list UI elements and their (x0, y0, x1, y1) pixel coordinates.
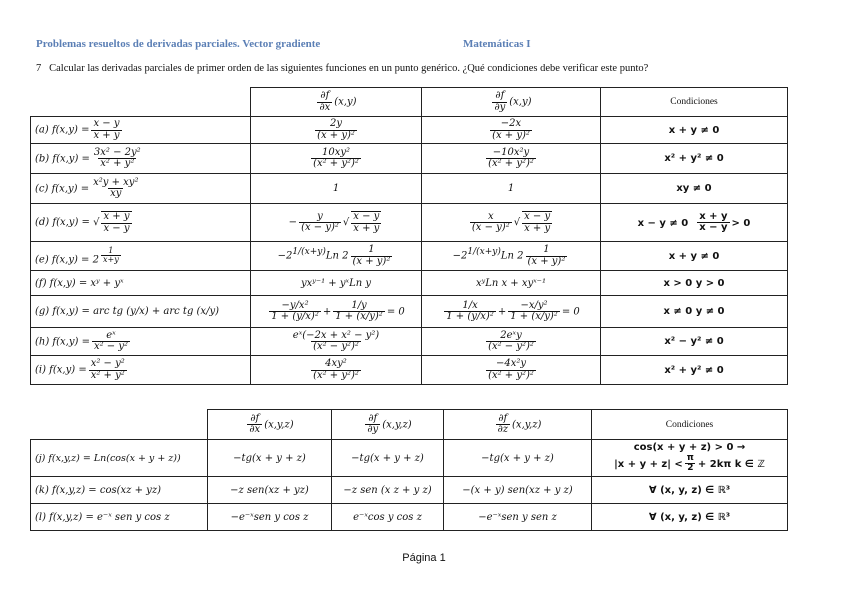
function-c: (c) f(x,y) = $\frac{\text{x²y + xy²}}{xy}$ (31, 174, 251, 204)
dy-k: −z sen (x z + y z) (332, 477, 444, 504)
dx-h: $\frac{\text{eˣ(−2x + x² − y²)}}{\text{(x² − y²)²}}$ (251, 328, 422, 356)
dx-a: $\frac{2y}{\text{(x + y)²}}$ (251, 117, 422, 144)
dz-l: −e⁻ˣsen y sen z (444, 504, 592, 531)
table-row (31, 144, 788, 174)
dz-j: −tg(x + y + z) (444, 440, 592, 477)
function-f: (f) f(x,y) = xʸ + yˣ (31, 271, 251, 296)
dy-b: $\frac{\text{−10x²y}}{\text{(x² + y²)²}}$ (422, 144, 601, 174)
dx-f: yxʸ⁻¹ + yˣLn y (251, 271, 422, 296)
table-row (31, 296, 788, 328)
dy-i: $\frac{\text{−4x²y}}{\text{(x² + y²)²}}$ (422, 356, 601, 385)
problem-number: 7 (36, 63, 42, 74)
header-df-dx: $\frac{\partial f}{\partial x}$ (x,y,z) (208, 410, 332, 440)
dx-e: $-2^{1/(x+y)}Ln$ 2 $\frac{1}{\text{(x + y)²}}$ (251, 242, 422, 271)
dx-b: $\frac{\text{10xy²}}{\text{(x² + y²)²}}$ (251, 144, 422, 174)
condition-h: x² − y² ≠ 0 (601, 328, 788, 356)
table-header-row (31, 410, 788, 440)
dx-i: $\frac{\text{4xy²}}{\text{(x² + y²)²}}$ (251, 356, 422, 385)
dy-g: $\frac{1/x}{\text{1 + (y/x)²}}$ + $\frac{\text{−x/y²}}{\text{1 + (x/y)²}}$ = 0 (422, 296, 601, 328)
header-conditions: Condiciones (601, 88, 788, 117)
condition-g: x ≠ 0 y ≠ 0 (601, 296, 788, 328)
dy-a: $\frac{-2x}{\text{(x + y)²}}$ (422, 117, 601, 144)
condition-i: x² + y² ≠ 0 (601, 356, 788, 385)
condition-e: x + y ≠ 0 (601, 242, 788, 271)
function-e: (e) f(x,y) = 2 $^{\frac{1}{x+y}}$ (31, 242, 251, 271)
function-d: (d) f(x,y) = √ $\frac{x + y}{x - y}$ (31, 204, 251, 242)
condition-b: x² + y² ≠ 0 (601, 144, 788, 174)
header-conditions: Condiciones (592, 410, 788, 440)
header-df-dy: $\frac{\partial f}{\partial y}$ (x,y) (422, 88, 601, 117)
table-row (31, 477, 788, 504)
derivatives-table-3vars (30, 409, 788, 531)
header-df-dy: $\frac{\partial f}{\partial y}$ (x,y,z) (332, 410, 444, 440)
condition-k: ∀ (x, y, z) ∈ ℝ³ (592, 477, 788, 504)
condition-c: xy ≠ 0 (601, 174, 788, 204)
condition-l: ∀ (x, y, z) ∈ ℝ³ (592, 504, 788, 531)
table-header-row (31, 88, 788, 117)
table-row (31, 242, 788, 271)
condition-f: x > 0 y > 0 (601, 271, 788, 296)
condition-d: x − y ≠ 0 $\frac{x + y}{x - y}$ > 0 (601, 204, 788, 242)
empty-cell (31, 410, 208, 440)
dx-d: − $\frac{y}{\text{(x − y)²}}$ √ $\frac{x - y}{x + y}$ (251, 204, 422, 242)
dx-j: −tg(x + y + z) (208, 440, 332, 477)
problem-text: Calcular las derivadas parciales de primer orden de las siguientes funciones en un punto genérico. ¿Qué condiciones debe verificar este punto? (49, 63, 649, 74)
problem-statement (36, 63, 648, 74)
condition-a: x + y ≠ 0 (601, 117, 788, 144)
dy-j: −tg(x + y + z) (332, 440, 444, 477)
empty-cell (31, 88, 251, 117)
header-df-dz: $\frac{\partial f}{\partial z}$ (x,y,z) (444, 410, 592, 440)
dz-k: −(x + y) sen(xz + y z) (444, 477, 592, 504)
dy-e: $-2^{1/(x+y)}Ln$ 2 $\frac{1}{\text{(x + y)²}}$ (422, 242, 601, 271)
function-a: (a) f(x,y) = $\frac{x - y}{x + y}$ (31, 117, 251, 144)
table-row (31, 440, 788, 477)
table-row (31, 328, 788, 356)
table-row (31, 504, 788, 531)
table-row (31, 204, 788, 242)
derivatives-table-2vars (30, 87, 788, 385)
function-b: (b) f(x,y) = $\frac{\text{3x² − 2y²}}{\text{x² + y²}}$ (31, 144, 251, 174)
dy-h: 2eˣy (x² − y²)² (422, 328, 601, 356)
function-h: (h) f(x,y) = $\frac{\text{eˣ}}{\text{x² − y²}}$ (31, 328, 251, 356)
subject-title: Matemáticas I (463, 38, 531, 50)
function-i: (i) f(x,y) = $\frac{\text{x² − y²}}{\text{x² + y²}}$ (31, 356, 251, 385)
dy-c: 1 (422, 174, 601, 204)
condition-j: cos(x + y + z) > 0 → |x + y + z| < $\frac{\pi}{2}$ + 2kπ k ∈ ℤ (592, 440, 788, 477)
function-l: (l) f(x,y,z) = e⁻ˣ sen y cos z (31, 504, 208, 531)
dy-l: e⁻ˣcos y cos z (332, 504, 444, 531)
header-df-dx: $\frac{\partial f}{\partial x}$ (x,y) (251, 88, 422, 117)
dx-l: −e⁻ˣsen y cos z (208, 504, 332, 531)
dx-k: −z sen(xz + yz) (208, 477, 332, 504)
dx-g: $\frac{\text{−y/x²}}{\text{1 + (y/x)²}}$ + $\frac{1/y}{\text{1 + (x/y)²}}$ = 0 (251, 296, 422, 328)
function-g: (g) f(x,y) = arc tg (y/x) + arc tg (x/y) (31, 296, 251, 328)
dx-c: 1 (251, 174, 422, 204)
function-k: (k) f(x,y,z) = cos(xz + yz) (31, 477, 208, 504)
page-number: Página 1 (402, 552, 446, 564)
table-row (31, 174, 788, 204)
document-title: Problemas resueltos de derivadas parciales. Vector gradiente (36, 38, 321, 50)
table-row (31, 271, 788, 296)
table-row (31, 356, 788, 385)
dy-f: xʸLn x + xyˣ⁻¹ (422, 271, 601, 296)
function-j: (j) f(x,y,z) = Ln(cos(x + y + z)) (31, 440, 208, 477)
table-row (31, 117, 788, 144)
dy-d: $\frac{x}{\text{(x − y)²}}$ √ $\frac{x - y}{x + y}$ (422, 204, 601, 242)
